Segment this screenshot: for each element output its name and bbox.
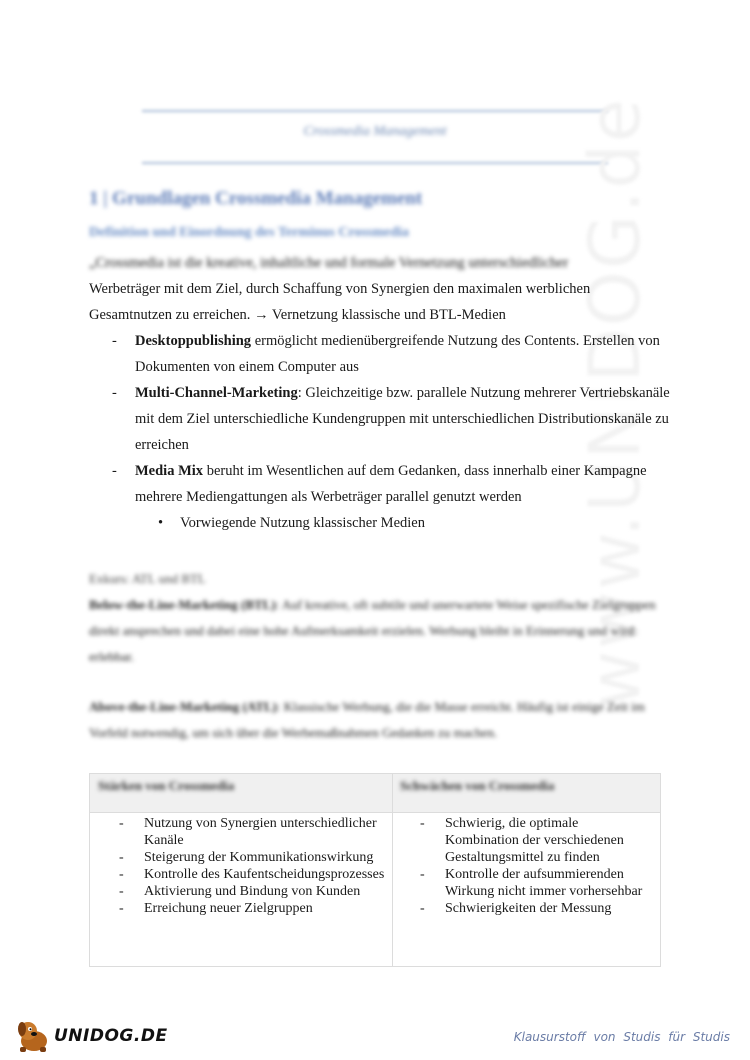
list-item (420, 866, 655, 900)
table-header-strengths: Stärken von Crossmedia (98, 778, 235, 793)
watermark: www.UNIDOG.de (574, 97, 656, 708)
unidog-logo[interactable] (14, 1017, 168, 1053)
strength-text: Aktivierung und Bindung von Kunden (144, 884, 361, 899)
dash-bullet-icon: - (112, 463, 117, 479)
strength-text: Erreichung neuer Zielgruppen (144, 901, 313, 916)
list-item-multichannel (112, 380, 672, 458)
table-header-weaknesses: Schwächen von Crossmedia (400, 778, 555, 793)
footer-slogan: Klausurstoff von Studis für Studis (513, 1030, 730, 1044)
btl-text: : Auf kreative, oft subtile und unerwartete Weise spezifische Zielgruppen direkt ansprechen und dabei eine hohe Aufmerksamkeit erzielen. Werbung bleibt in Erinnerung und wird erlebbar. (89, 597, 656, 664)
dog-mascot-icon (14, 1017, 54, 1053)
dash-bullet-icon: - (112, 385, 117, 401)
dot-bullet-icon: • (158, 515, 164, 531)
intro-line-3-rest: Vernetzung klassische und BTL-Medien (268, 307, 506, 323)
list-item (420, 815, 655, 866)
dash-bullet-icon: - (420, 816, 425, 831)
list-item (119, 849, 389, 866)
list-item (119, 815, 389, 849)
atl-text: : Klassische Werbung, die die Masse erreicht. Häufig ist einige Zeit im Vorfeld notwendig, um sich über die Werbemaßnahmen Gedanken zu machen. (89, 699, 645, 740)
strength-text: Nutzung von Synergien unterschiedlicher Kanäle (144, 816, 377, 848)
sub-list-item (112, 510, 672, 536)
term-bold: Desktoppublishing (135, 333, 252, 349)
btl-paragraph (89, 592, 664, 670)
intro-line-3 (89, 302, 669, 328)
list-item-desktoppublishing (112, 328, 672, 380)
list-item-media-mix (112, 458, 672, 510)
dash-bullet-icon: - (112, 333, 117, 349)
dash-bullet-icon: - (119, 884, 124, 899)
weakness-text: Schwierig, die optimale Kombination der verschiedenen Gestaltungsmittel zu finden (445, 816, 624, 865)
header-title: Crossmedia Management (303, 124, 447, 139)
weaknesses-list (420, 815, 655, 917)
dash-bullet-icon: - (420, 901, 425, 916)
header-rule-bottom (142, 162, 608, 164)
dash-bullet-icon: - (119, 850, 124, 865)
strength-text: Steigerung der Kommunikationswirkung (144, 850, 374, 865)
strength-text: Kontrolle des Kaufentscheidungsprozesses (144, 867, 385, 882)
intro-line-3-text: Gesamtnutzen zu erreichen. (89, 307, 255, 323)
term-description: : Gleichzeitige bzw. parallele Nutzung mehrerer Vertriebskanäle mit dem Ziel unterschiedliche Kundengruppen mit unterschiedlichen Distributionskanäle zu erreichen (135, 385, 670, 453)
atl-term: Above-the-Line-Marketing (ATL) (89, 699, 277, 714)
term-description: ermöglicht medienübergreifende Nutzung des Contents. Erstellen von Dokumenten von einem Computer aus (135, 333, 660, 375)
dash-bullet-icon: - (420, 867, 425, 882)
sub-heading: Definition und Einordnung des Terminus Crossmedia (89, 225, 409, 240)
header-rule-top (142, 110, 608, 112)
dash-bullet-icon: - (119, 901, 124, 916)
term-bold: Media Mix (135, 463, 204, 479)
sub-list-item-text: Vorwiegende Nutzung klassischer Medien (180, 515, 425, 531)
table-row-divider (90, 812, 660, 813)
logo-text: UNIDOG.DE (54, 1026, 168, 1046)
excursus-heading: Exkurs: ATL und BTL (89, 571, 206, 586)
intro-line-2: Werbeträger mit dem Ziel, durch Schaffung von Synergien den maximalen werblichen (89, 281, 591, 297)
strengths-weaknesses-table (89, 773, 661, 967)
atl-paragraph (89, 694, 664, 746)
dash-bullet-icon: - (119, 816, 124, 831)
section-heading: 1 | Grundlagen Crossmedia Management (89, 188, 423, 209)
intro-line-1: „Crossmedia ist die kreative, inhaltliche und formale Vernetzung unterschiedlicher (89, 255, 569, 271)
arrow-icon: → (254, 307, 269, 323)
bullet-list (112, 328, 672, 536)
table-column-divider (392, 774, 393, 966)
strengths-list (119, 815, 389, 917)
weakness-text: Kontrolle der aufsummierenden Wirkung nicht immer vorhersehbar (445, 867, 643, 899)
weakness-text: Schwierigkeiten der Messung (445, 901, 612, 916)
dash-bullet-icon: - (119, 867, 124, 882)
list-item (119, 883, 389, 900)
list-item (420, 900, 655, 917)
list-item (119, 900, 389, 917)
btl-term: Below-the-Line-Marketing (BTL) (89, 597, 276, 612)
list-item (119, 866, 389, 883)
term-bold: Multi-Channel-Marketing (135, 385, 298, 401)
term-description: beruht im Wesentlichen auf dem Gedanken, dass innerhalb einer Kampagne mehrere Mediengattungen als Werbeträger parallel genutzt werden (135, 463, 647, 505)
